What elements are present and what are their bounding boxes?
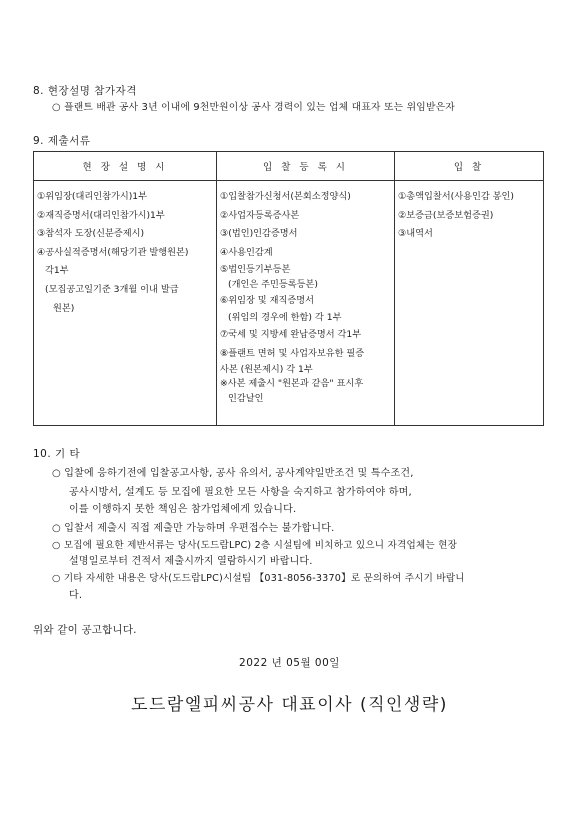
document-item: ④사용인감계: [220, 246, 273, 258]
header-site-briefing: 현 장 설 명 시: [34, 152, 217, 181]
document-item: ⑧플랜트 면허 및 사업자보유한 필증: [220, 348, 365, 360]
document-item: ①총액입찰서(사용인감 봉인): [398, 191, 514, 202]
site-briefing-documents: [34, 181, 217, 426]
document-item: ⑥위임장 및 재직증명서: [220, 295, 314, 307]
document-item: ③(법인)인감증명서: [220, 228, 298, 240]
document-item: (개인은 주민등록등본): [228, 279, 318, 291]
document-item: (위임의 경우에 한함) 각 1부: [228, 312, 342, 324]
document-item: ②재직증명서(대리인참가시)1부: [37, 209, 165, 221]
required-documents-table: [33, 151, 544, 426]
notice-line: 설명일로부터 견적서 제출시까지 열람하시기 바랍니다.: [69, 556, 313, 567]
document-item: 인감날인: [228, 393, 264, 405]
document-item: ②보증금(보증보험증권): [398, 209, 494, 221]
notice-line: 공사시방서, 설계도 등 모집에 필요한 모든 사항을 숙지하고 참가하여야 하며,: [69, 487, 412, 498]
header-bid-registration: 입 찰 등 록 시: [217, 152, 395, 181]
notice-line: ○ 기타 자세한 내용은 당사(도드람LPC)시설팀 【031-8056-3370】로 문의하여 주시기 바랍니: [52, 573, 465, 584]
document-item: ①입찰참가신청서(본회소정양식): [220, 191, 351, 202]
notice-line: 이를 이행하지 못한 책임은 참가업체에게 있습니다.: [69, 504, 297, 515]
notice-line: 다.: [69, 590, 83, 601]
document-item: ①위임장(대리인참가시)1부: [37, 191, 148, 202]
document-item: 사본 (원본제시) 각 1부: [220, 364, 313, 376]
document-item: (모집공고일기준 3개월 이내 발급: [45, 283, 179, 295]
section-8-title: 8. 현장설명 참가자격: [33, 85, 137, 97]
document-item: ③내역서: [398, 228, 433, 240]
document-item: ③참석자 도장(신분증제시): [37, 228, 145, 240]
bid-documents: [395, 181, 544, 426]
header-bid: 입 찰: [395, 152, 544, 181]
notice-date: 2022 년 05월 00일: [239, 657, 340, 669]
document-item: ②사업자등록증사본: [220, 209, 300, 221]
document-item: 원본): [53, 302, 75, 314]
notice-line: ○ 모집에 필요한 제반서류는 당사(도드람LPC) 2층 시설팀에 비치하고 있으니 자격업체는 현장: [52, 540, 458, 551]
closing-statement: 위와 같이 공고합니다.: [33, 624, 137, 636]
notice-line: ○ 입찰에 응하기전에 입찰공고사항, 공사 유의서, 공사계약일반조건 및 특수조건,: [52, 468, 414, 479]
document-item: 각1부: [45, 265, 69, 277]
document-item: ⑤법인등기부등본: [220, 264, 291, 276]
issuer-signature: 도드람엘피씨공사 대표이사 (직인생략): [131, 695, 448, 715]
bid-registration-documents: [217, 181, 395, 426]
notice-line: ○ 입찰서 제출시 직접 제출만 가능하며 우편접수는 불가합니다.: [52, 523, 335, 534]
section-10-title: 10. 기 타: [33, 448, 81, 460]
document-item: ⑦국세 및 지방세 완납증명서 각1부: [220, 329, 362, 341]
document-item: ※사본 제출시 "원본과 같음" 표시후: [220, 378, 364, 390]
section-8-item: ○ 플랜트 배관 공사 3년 이내에 9천만원이상 공사 경력이 있는 업체 대표자 또는 위임받은자: [52, 102, 455, 113]
section-9-title: 9. 제출서류: [33, 135, 91, 147]
document-item: ④공사실적증명서(해당기관 발행원본): [37, 246, 189, 258]
